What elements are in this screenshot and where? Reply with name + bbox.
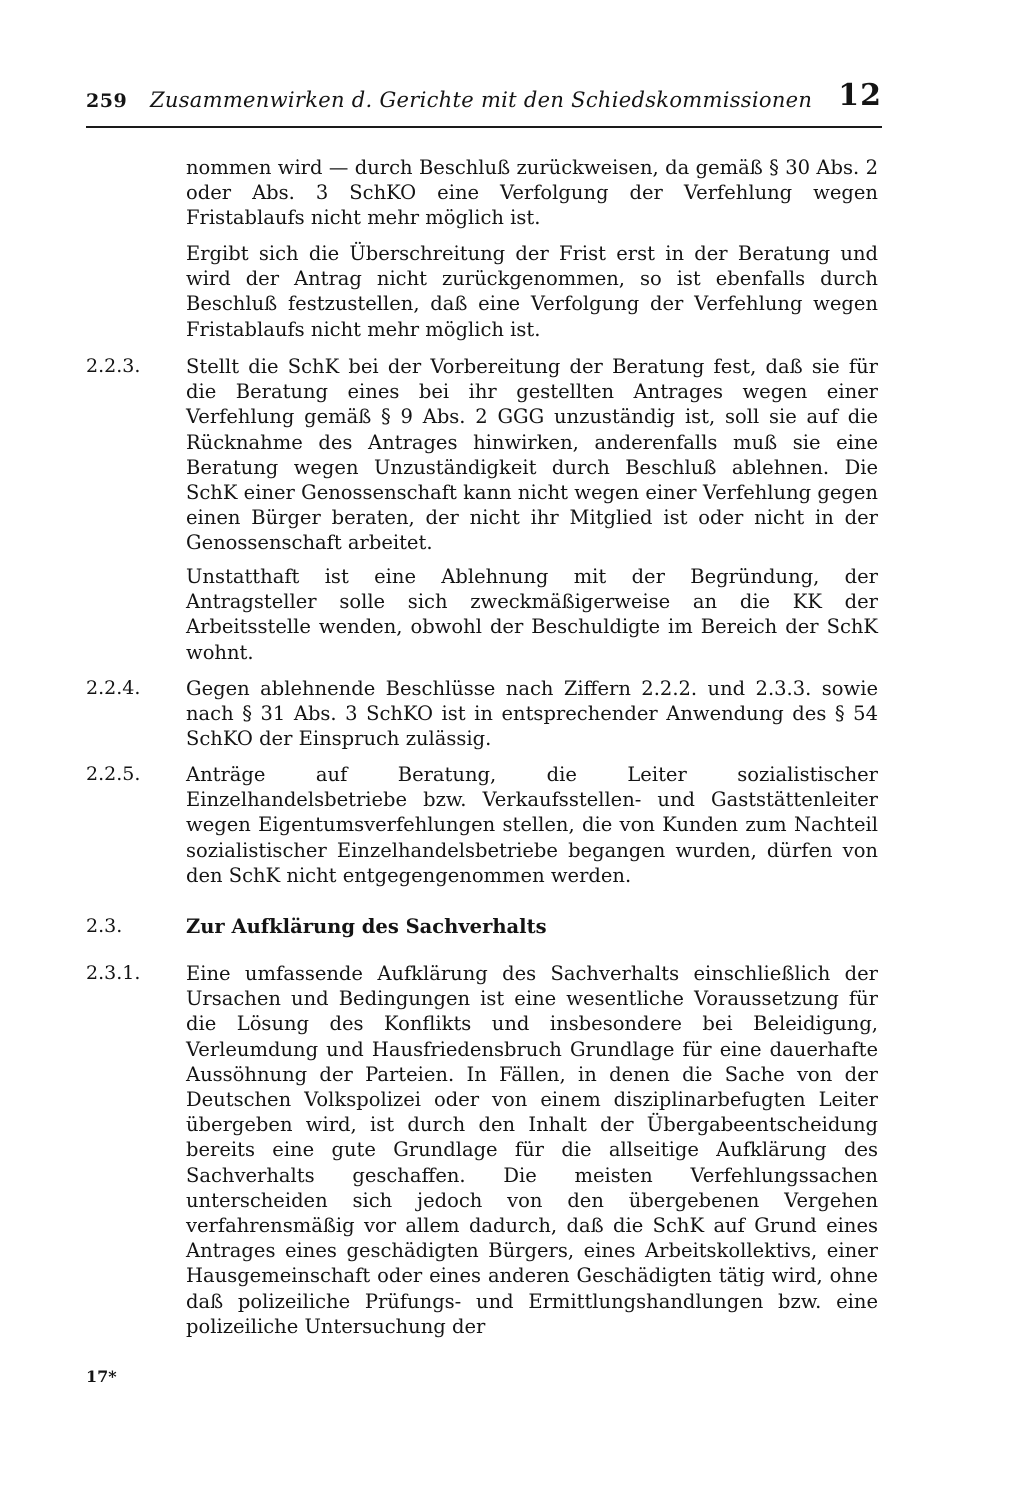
header-rule (86, 126, 882, 128)
section-2-3-heading: Zur Aufklärung des Sachverhalts (186, 915, 547, 938)
section-2-2-4-text: Gegen ablehnende Beschlüsse nach Ziffern 2.2.2. und 2.3.3. sowie nach § 31 Abs. 3 SchKO ist in entsprechender Anwendung des § 54 SchKO der Einspruch zulässig. (186, 677, 878, 751)
section-number-2-3-1: 2.3.1. (86, 962, 141, 984)
section-number-2-3: 2.3. (86, 915, 123, 937)
running-title: Zusammenwirken d. Gerichte mit den Schiedskommissionen (150, 88, 813, 112)
section-number-2-2-3: 2.2.3. (86, 355, 141, 377)
section-2-3-1-text: Eine umfassende Aufklärung des Sachverhalts einschließlich der Ursachen und Bedingungen ist eine wesentliche Voraussetzung für die Lösung des Konflikts und insbesondere bei Beleidigung, Verleumdung und Hausfriedensbruch Grundlage für eine dauerhafte Aussöhnung der Parteien. In Fällen, in denen die Sache von der Deutschen Volkspolizei oder von einem disziplinarbefugten Leiter übergeben wird, ist durch den Inhalt der Übergabeentscheidung bereits eine gute Grundlage für die allseitige Aufklärung des Sachverhalts geschaffen. Die meisten Verfehlungssachen unterscheiden sich jedoch von den übergebenen Vergehen verfahrensmäßig vor allem dadurch, daß die SchK auf Grund eines Antrages eines geschädigten Bürgers, eines Arbeitskollektivs, einer Hausgemeinschaft oder eines anderen Geschädigten tätig wird, ohne daß polizeiliche Prüfungs- und Ermittlungshandlungen bzw. eine polizeiliche Untersuchung der (186, 962, 878, 1338)
paragraph-continuation: nommen wird — durch Beschluß zurückweisen, da gemäß § 30 Abs. 2 oder Abs. 3 SchKO eine Verfolgung der Verfehlung wegen Fristablaufs nicht mehr möglich ist. (186, 156, 878, 230)
section-number-2-2-5: 2.2.5. (86, 763, 141, 785)
paragraph-deadline-exceeded: Ergibt sich die Überschreitung der Frist erst in der Beratung und wird der Antrag nicht zurückgenommen, so ist ebenfalls durch Beschluß festzustellen, daß eine Verfolgung der Verfehlung wegen Fristablaufs nicht mehr möglich ist. (186, 242, 878, 341)
section-2-2-3-text-continued: Unstatthaft ist eine Ablehnung mit der Begründung, der Antragsteller solle sich zweckmäßigerweise an die KK der Arbeitsstelle wenden, obwohl der Beschuldigte im Bereich der SchK wohnt. (186, 565, 878, 664)
section-2-2-3-text: Stellt die SchK bei der Vorbereitung der Beratung fest, daß sie für die Beratung eines bei ihr gestellten Antrages wegen einer Verfehlung gemäß § 9 Abs. 2 GGG unzuständig ist, soll sie auf die Rücknahme des Antrages hinwirken, anderenfalls muß sie eine Beratung wegen Unzuständigkeit durch Beschluß ablehnen. Die SchK einer Genossenschaft kann nicht wegen einer Verfehlung gegen einen Bürger beraten, der nicht ihr Mitglied ist oder nicht in der Genossenschaft arbeitet. (186, 355, 878, 555)
section-2-2-5-text: Anträge auf Beratung, die Leiter sozialistischer Einzelhandelsbetriebe bzw. Verkaufsstellen- und Gaststättenleiter wegen Eigentumsverfehlungen stellen, die von Kunden zum Nachteil sozialistischer Einzelhandelsbetriebe begangen wurden, dürfen von den SchK nicht entgegengenommen werden. (186, 763, 878, 887)
signature-mark: 17* (86, 1367, 117, 1386)
chapter-number: 12 (838, 78, 882, 113)
section-number-2-2-4: 2.2.4. (86, 677, 141, 699)
running-head (86, 78, 882, 122)
page-number: 259 (86, 90, 128, 112)
